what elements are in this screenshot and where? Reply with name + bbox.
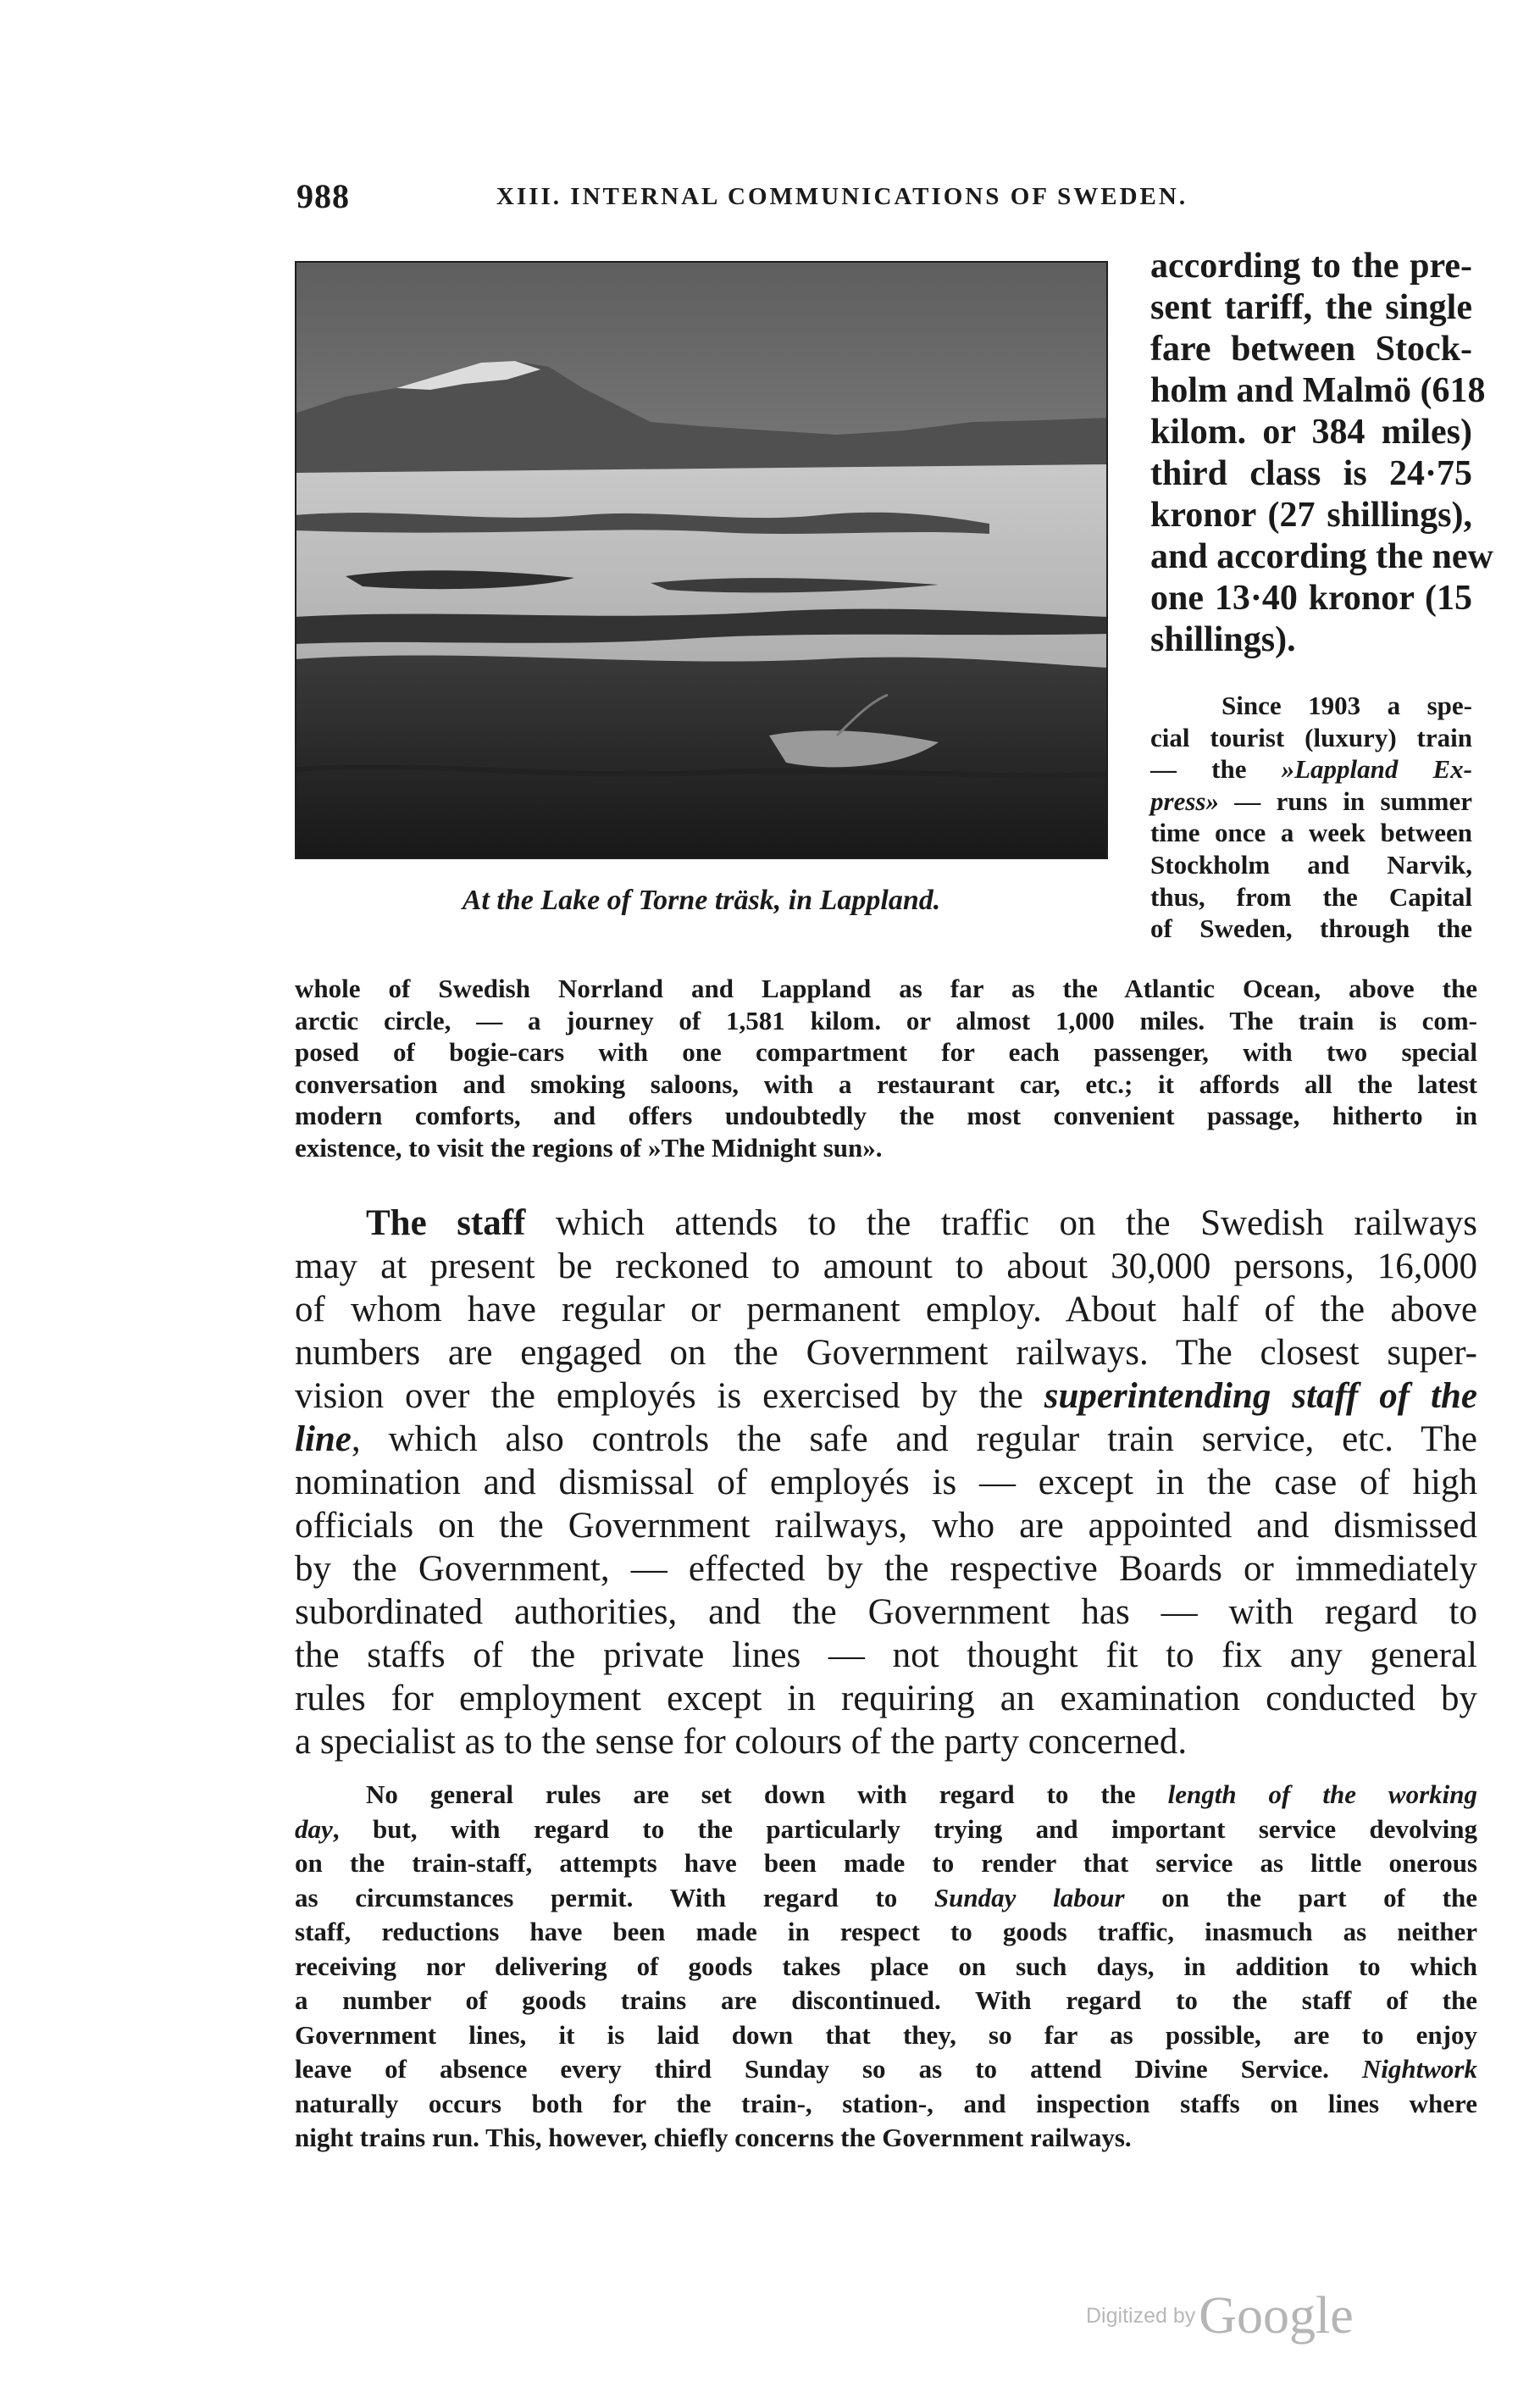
emphasis: day (295, 1813, 333, 1844)
text-line: whole of Swedish Norrland and Lappland as far as the Atlantic Ocean, above the (295, 974, 1477, 1003)
text-line: receiving nor delivering of goods takes place on such days, in addition to which (295, 1951, 1477, 1981)
text-line: Since 1903 a spe- (1221, 691, 1472, 720)
lappland-express-paragraph (1150, 690, 1472, 945)
lake-landscape-image (295, 261, 1108, 859)
text-line: staff, reductions have been made in respect to goods traffic, inasmuch as neither (295, 1917, 1477, 1946)
emphasis: length of the working (1167, 1779, 1477, 1809)
text-line: conversation and smoking saloons, with a restaurant car, etc.; it affords all the latest (295, 1069, 1477, 1099)
text-line: the staffs of the private lines — not thought fit to fix any general (295, 1635, 1477, 1675)
running-title: XIII. INTERNAL COMMUNICATIONS OF SWEDEN. (496, 183, 1188, 210)
text-fragment: as circumstances permit. With regard to (295, 1882, 934, 1912)
text-line: officials on the Government railways, who are appointed and dismissed (295, 1506, 1477, 1546)
text-line: kilom. or 384 miles) (1150, 413, 1472, 452)
text-line: arctic circle, — a journey of 1,581 kilom. or almost 1,000 miles. The train is com- (295, 1005, 1477, 1035)
text-line: a specialist as to the sense for colours of the party concerned. (295, 1722, 1188, 1762)
lappland-express-continuation (295, 973, 1477, 1164)
emphasis: superintending staff of the (1044, 1376, 1477, 1416)
text-line: a number of goods trains are discontinued. With regard to the staff of the (295, 1985, 1477, 2015)
text-line: may at present be reckoned to amount to about 30,000 persons, 16,000 (295, 1246, 1477, 1286)
text-line (295, 1374, 1477, 1418)
text-line: of Sweden, through the (1150, 913, 1472, 944)
text-line: rules for employment except in requiring an examination conducted by (295, 1679, 1477, 1718)
text-line (295, 1778, 1477, 1812)
text-line: naturally occurs both for the train-, station-, and inspection staffs on lines where (295, 2088, 1477, 2118)
text-fragment: , which also controls the safe and regular train service, etc. The (351, 1419, 1477, 1459)
page-header (296, 176, 1482, 227)
text-line: third class is 24·75 (1150, 454, 1472, 493)
text-line: fare between Stock- (1150, 330, 1472, 369)
express-name: »Lappland Ex- (1281, 754, 1472, 785)
text-line: on the train-staff, attempts have been made to render that service as little onerous (295, 1848, 1477, 1878)
text-line: nomination and dismissal of employés is — except in the case of high (295, 1463, 1477, 1502)
digitized-by-google-watermark (1086, 2286, 1354, 2346)
text-line: modern comforts, and offers undoubtedly the most convenient passage, hitherto in (295, 1101, 1477, 1131)
text-line (295, 1418, 1477, 1461)
text-line: night trains run. This, however, chiefly concerns the Government railways. (295, 2123, 1132, 2152)
text-line: cial tourist (luxury) train (1150, 722, 1472, 752)
text-line: time once a week between (1150, 818, 1472, 848)
text-line: Stockholm and Narvik, (1150, 849, 1472, 880)
emphasis: Sunday labour (933, 1882, 1125, 1912)
lake-photograph (295, 261, 1108, 859)
photo-caption: At the Lake of Torne träsk, in Lappland. (462, 885, 941, 916)
text-line: by the Government, — effected by the respective Boards or immediately (295, 1549, 1477, 1589)
text-fragment: leave of absence every third Sunday so as to attend Divine Service. (295, 2054, 1362, 2084)
text-line (295, 1202, 1477, 1245)
text-fragment: vision over the employés is exercised by the (295, 1376, 1044, 1416)
text-line: posed of bogie-cars with one compartment for each passenger, with two special (295, 1037, 1477, 1068)
text-line (295, 2052, 1477, 2087)
staff-paragraph (295, 1202, 1477, 1763)
emphasis: Nightwork (1361, 2054, 1477, 2084)
text-line (295, 1812, 1477, 1847)
text-line: one 13·40 kronor (15 (1150, 579, 1472, 618)
section-lead: The staff (366, 1203, 526, 1243)
emphasis: line (295, 1419, 352, 1459)
text-line: holm and Malmö (618 (1150, 371, 1486, 410)
text-line: subordinated authorities, and the Government has — with regard to (295, 1592, 1477, 1632)
text-line (1150, 753, 1472, 785)
text-line: numbers are engaged on the Government railways. The closest super- (295, 1333, 1477, 1373)
working-day-paragraph (295, 1778, 1477, 2156)
text-fragment: — runs in summer (1218, 785, 1472, 816)
text-line (295, 1881, 1477, 1916)
watermark-prefix: Digitized by (1086, 2304, 1196, 2328)
text-line: shillings). (1150, 620, 1296, 659)
page-number: 988 (296, 177, 350, 215)
text-line: according to the pre- (1150, 247, 1472, 286)
text-line: existence, to visit the regions of »The Midnight sun». (295, 1132, 883, 1163)
text-line: thus, from the Capital (1150, 881, 1472, 912)
text-fragment: on the part of the (1124, 1882, 1477, 1912)
text-fragment: which attends to the traffic on the Swedish railways (525, 1203, 1478, 1243)
text-fragment: No general rules are set down with regard to the (366, 1779, 1168, 1809)
google-logo: Google (1199, 2287, 1354, 2345)
text-line (1150, 785, 1472, 818)
express-name: press» (1150, 785, 1219, 816)
text-fragment: — the (1150, 754, 1282, 785)
text-fragment: , but, with regard to the particularly trying and important service devolving (332, 1813, 1477, 1844)
text-line: kronor (27 shillings), (1150, 496, 1472, 535)
text-line: of whom have regular or permanent employ. About half of the above (295, 1290, 1477, 1329)
text-line: and according the new (1150, 537, 1493, 576)
fare-paragraph-continuation (1150, 246, 1493, 661)
text-line: Government lines, it is laid down that they, so far as possible, are to enjoy (295, 2019, 1477, 2050)
text-line: sent tariff, the single (1150, 288, 1472, 327)
